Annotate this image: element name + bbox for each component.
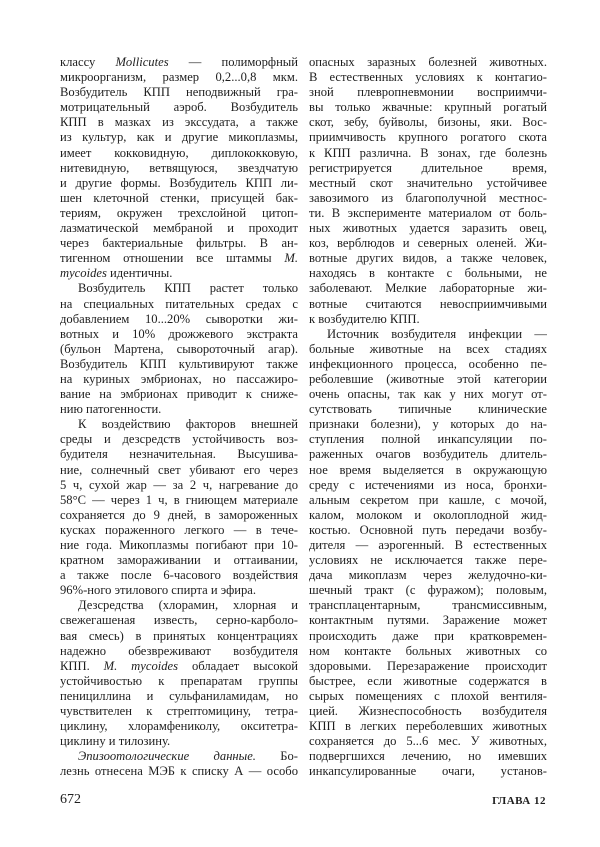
text-line: быстрее, если животные содержатся в — [309, 673, 547, 688]
text-line: нитевидную, ветвящуюся, звездчатую — [60, 160, 298, 175]
text-line: из культур, как и другие микоплазмы, — [60, 130, 298, 145]
text-segment: Бо- — [255, 749, 298, 764]
text-line: калом, молоком и околоплодной жид- — [309, 507, 547, 522]
text-line: условиях не исключается также пере- — [309, 553, 547, 568]
text-line: ти. В эксперименте материалом от боль- — [309, 205, 547, 220]
text-line: реболевшие (животные этой категории — [309, 371, 547, 386]
text-line: кусках пораженного легкого — в тече- — [60, 522, 298, 537]
text-line — [60, 659, 298, 674]
text-line: дача микоплазм через желудочно-ки- — [309, 568, 547, 583]
text-line: 5 ч, сухой жар — за 2 ч, нагревание до — [60, 477, 298, 492]
text-line: инфекционного процесса, особенно пе- — [309, 356, 547, 371]
text-line: Дезсредства (хлорамин, хлорная и — [78, 598, 298, 613]
text-line: скот, зебу, буйволы, бизоны, яки. Вос- — [309, 115, 547, 130]
text-line: Возбудитель КПП культивируют также — [60, 356, 298, 371]
text-line — [60, 251, 298, 266]
text-line — [60, 266, 298, 281]
text-line: на куриных эмбрионах, но пассажиро- — [60, 371, 298, 386]
text-line: будителя незначительная. Высушива- — [60, 447, 298, 462]
text-line: свежегашеная известь, серно-карболо- — [60, 613, 298, 628]
text-line: 58°С — через 1 ч, в гниющем материале — [60, 492, 298, 507]
text-line: к КПП различна. В зонах, где болезнь — [309, 145, 547, 160]
text-line: вание на эмбрионах приводит к сниже- — [60, 387, 298, 402]
text-line: здоровыми. Перезаражение происходит — [309, 658, 547, 673]
text-line: инкапсулированные очаги, установ- — [309, 764, 547, 779]
text-line: циклину, хлорамфениколу, окситетра- — [60, 719, 298, 734]
text-line: сырых помещениях с плохой вентиля- — [309, 688, 547, 703]
text-line: происходить даже при кратковремен- — [309, 628, 547, 643]
paragraph — [60, 55, 298, 281]
text-line: вотные считаются невосприимчивыми — [309, 296, 547, 311]
text-line: и другие формы. Возбудитель КПП ли- — [60, 175, 298, 190]
page-number: 672 — [60, 792, 81, 807]
italic-term: M. — [284, 251, 298, 266]
text-line: лезнь отнесена МЭБ к списку А — особо — [60, 764, 298, 779]
text-line: опасных заразных болезней животных. — [309, 55, 547, 69]
text-line: К воздействию факторов внешней — [78, 417, 298, 432]
text-line: мотрицательный аэроб. Возбудитель — [60, 100, 298, 115]
text-line: микроорганизм, размер 0,2...0,8 мкм. — [60, 70, 298, 85]
text-line: КПП в легких переболевших животных — [309, 719, 547, 734]
text-line: вотные других видов, а также человек, — [309, 251, 547, 266]
paragraph — [60, 598, 298, 749]
text-line: сохраняется до 5...6 мес. У животных, — [309, 734, 547, 749]
text-line: териям, окружен трехслойной цитоп- — [60, 205, 298, 220]
text-line: а также после 6-часового воздействия — [60, 568, 298, 583]
text-line: приимчивость крупного рогатого скота — [309, 130, 547, 145]
text-line: костью. Основной путь передачи возбу- — [309, 522, 547, 537]
text-line: ных животных удается заразить овец, — [309, 221, 547, 236]
text-line: дителя — аэрогенный. В естественных — [309, 538, 547, 552]
italic-term: M. mycoides — [103, 658, 179, 673]
italic-term: mycoides — [60, 266, 107, 281]
italic-term: Эпизоотологические данные. — [78, 749, 256, 764]
text-line: Возбудитель КПП растет только — [78, 281, 298, 296]
text-line: раженных очагов возбудитель длитель- — [309, 447, 547, 462]
text-line: вы только жвачные: крупный рогатый — [309, 100, 547, 115]
text-segment: тигенном отношении все штаммы — [60, 251, 285, 266]
text-line: циклину и тилозину. — [60, 734, 171, 749]
text-line: ние года. Микоплазмы погибают при 10- — [60, 538, 298, 552]
text-line: на специальных питательных средах с — [60, 296, 298, 311]
text-line: трансплацентарным, трансмиссивным, — [309, 598, 547, 613]
text-line: контактным путями. Заражение может — [309, 613, 547, 628]
text-line: шен клеточной стенки, присущей бак- — [60, 190, 298, 205]
right-column — [309, 55, 547, 780]
text-line: лазматической мембраной и проходит — [60, 221, 298, 236]
text-line: зной плевропневмонии восприимчи- — [309, 85, 547, 100]
text-line: находясь в контакте с больными, не — [309, 266, 547, 281]
text-line: вотных и 10% дрожжевого экстракта — [60, 326, 298, 341]
text-line: Возбудитель КПП неподвижный гра- — [60, 85, 298, 100]
paragraph — [60, 417, 298, 598]
text-segment: — полиморфный — [168, 55, 298, 69]
text-line: сутствовать типичные клинические — [309, 402, 547, 417]
chapter-label: ГЛАВА 12 — [492, 795, 546, 807]
text-line: через бактериальные фильтры. В ан- — [60, 236, 298, 251]
text-line: надежно обезвреживают возбудителя — [60, 643, 298, 658]
text-line: пенициллина и сульфаниламидам, но — [60, 688, 298, 703]
text-line: шечный тракт (с фуражом); половым, — [309, 583, 547, 598]
text-line: альным секретом при кашле, с мочой, — [309, 492, 547, 507]
text-line: В естественных условиях к контагио- — [309, 70, 547, 85]
text-line: местный скот значительно устойчивее — [309, 175, 547, 190]
text-line: ном контакте больных животных со — [309, 643, 547, 658]
paragraph — [309, 327, 547, 780]
text-line: ние, солнечный свет убивают его через — [60, 462, 298, 477]
text-line: завозимого из благополучной местнос- — [309, 190, 547, 205]
paragraph — [309, 55, 547, 327]
text-line: признаки болезни), у которых до на- — [309, 417, 547, 432]
text-line: больные животные на всех стадиях — [309, 341, 547, 356]
text-line: кратном замораживании и оттаивании, — [60, 553, 298, 568]
text-line: добавлением 10...20% сыворотки жи- — [60, 311, 298, 326]
text-line: нию патогенности. — [60, 402, 162, 417]
text-line: среду с истечениями из носа, бронхи- — [309, 477, 547, 492]
text-segment: обладает высокой — [178, 658, 298, 673]
text-line: ное время выделяется в окружающую — [309, 462, 547, 477]
text-line: КПП в мазках из экссудата, а также — [60, 115, 298, 130]
text-line: заболевают. Мелкие лабораторные жи- — [309, 281, 547, 296]
text-line: среды и дезсредств устойчивость воз- — [60, 432, 298, 447]
text-line: ступления полной инкапсуляции по- — [309, 432, 547, 447]
text-line: к возбудителю КПП. — [309, 311, 420, 326]
text-line: сохраняется до 9 дней, в замороженных — [60, 507, 298, 522]
text-line: регистрируется длительное время, — [309, 160, 547, 175]
text-line: очень опасны, так как у них могут от- — [309, 387, 547, 402]
text-segment: КПП. — [60, 658, 104, 673]
text-line: цией. Жизнеспособность возбудителя — [309, 704, 547, 719]
text-line — [60, 55, 298, 70]
text-line: подвергшихся лечению, но имевших — [309, 749, 547, 764]
text-segment: идентичны. — [106, 266, 173, 281]
text-line: устойчивостью к препаратам группы — [60, 673, 298, 688]
text-line: 96%-ного этилового спирта и эфира. — [60, 583, 257, 598]
text-line: имеет кокковидную, диплококковую, — [60, 145, 298, 160]
left-column — [60, 55, 298, 780]
text-line: вая смесь) в принятых концентрациях — [60, 628, 298, 643]
text-line: Источник возбудителя инфекции — — [327, 326, 547, 341]
text-segment: классу — [60, 55, 116, 69]
italic-term: Mollicutes — [115, 55, 169, 69]
text-line — [60, 749, 298, 764]
text-line: (бульон Мартена, сывороточный агар). — [60, 341, 298, 356]
text-line: коз, верблюдов и северных оленей. Жи- — [309, 236, 547, 251]
paragraph — [60, 749, 298, 779]
text-line: чувствителен к стрептомицину, тетра- — [60, 704, 298, 719]
paragraph — [60, 281, 298, 417]
